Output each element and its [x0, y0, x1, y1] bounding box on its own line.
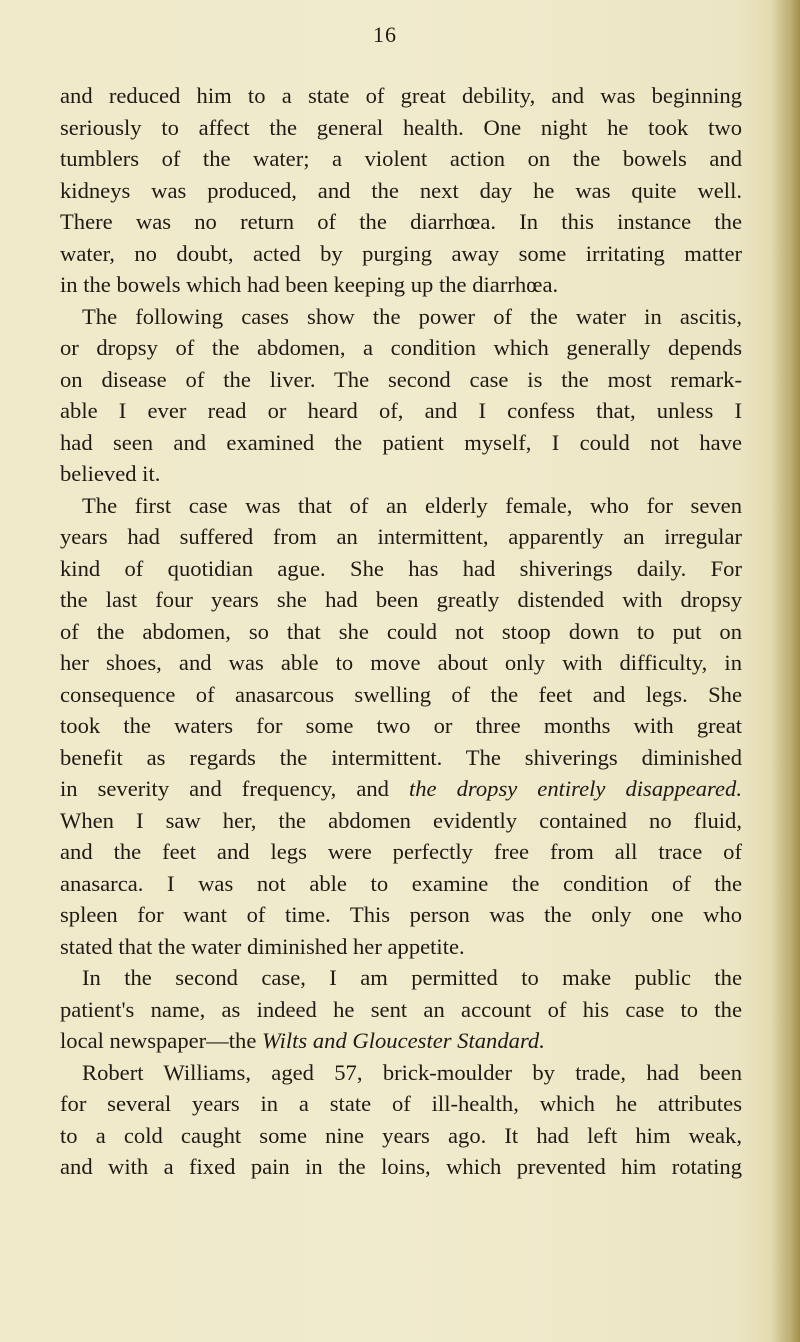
- text-run: in the bowels which had been keeping up the diarrhœa.: [60, 272, 559, 297]
- text-line: [60, 647, 742, 679]
- text-run: and the feet and legs were perfectly free from all trace of: [60, 839, 742, 864]
- text-run: When I saw her, the abdomen evidently contained no fluid,: [60, 807, 742, 833]
- text-run: or dropsy of the abdomen, a condition which generally depends: [60, 335, 742, 360]
- text-line: [60, 175, 742, 207]
- text-run: tumblers of the water; a violent action on the bowels and: [60, 146, 742, 171]
- text-line: [60, 742, 742, 774]
- text-run: The following cases show the power of the water in ascitis,: [82, 303, 742, 329]
- text-run: her shoes, and was able to move about only with difficulty, in: [60, 650, 742, 675]
- italic-text: the dropsy entirely disappeared.: [408, 776, 742, 801]
- text-run: kind of quotidian ague. She has had shiverings daily. For: [60, 555, 742, 581]
- text-line: [60, 805, 742, 837]
- text-run: In the second case, I am permitted to make public the: [82, 965, 742, 990]
- text-line: [60, 332, 742, 364]
- text-run: There was no return of the diarrhœa. In this instance the: [60, 209, 742, 234]
- text-line: [60, 206, 742, 238]
- text-line: [60, 868, 742, 900]
- text-line: [60, 1057, 742, 1089]
- text-line: [60, 490, 742, 522]
- text-run: years had suffered from an intermittent, apparently an irregular: [60, 524, 742, 549]
- body-text: [60, 80, 742, 1183]
- text-run: consequence of anasarcous swelling of the feet and legs. She: [60, 681, 742, 707]
- text-line: [60, 553, 742, 585]
- text-line: [60, 269, 742, 301]
- text-line: [60, 994, 742, 1026]
- text-line: [60, 899, 742, 931]
- text-run: stated that the water diminished her appetite.: [60, 933, 465, 959]
- text-line: [60, 1025, 742, 1057]
- text-line: [60, 112, 742, 144]
- text-line: [60, 1088, 742, 1120]
- text-line: [60, 773, 742, 805]
- text-line: [60, 962, 742, 994]
- text-run: took the waters for some two or three months with great: [60, 713, 742, 738]
- text-run: and with a fixed pain in the loins, which prevented him rotating: [60, 1154, 742, 1179]
- text-line: [60, 364, 742, 396]
- text-run: believed it.: [60, 461, 161, 486]
- text-run: on disease of the liver. The second case is the most remark-: [60, 366, 742, 392]
- text-run: of the abdomen, so that she could not stoop down to put on: [60, 618, 742, 644]
- text-line: [60, 238, 742, 270]
- italic-text: Wilts and Gloucester Standard.: [262, 1028, 545, 1053]
- text-run: kidneys was produced, and the next day he was quite well.: [60, 177, 742, 203]
- text-run: anasarca. I was not able to examine the condition of the: [60, 870, 742, 896]
- text-run: to a cold caught some nine years ago. It had left him weak,: [60, 1122, 742, 1148]
- text-line: [60, 143, 742, 175]
- text-line: [60, 584, 742, 616]
- text-run: local newspaper—the: [60, 1028, 263, 1053]
- text-run: patient's name, as indeed he sent an account of his case to the: [60, 996, 742, 1022]
- text-run: water, no doubt, acted by purging away some irritating matter: [60, 240, 742, 266]
- text-line: [60, 458, 742, 490]
- text-run: in severity and frequency, and: [60, 776, 409, 801]
- text-run: Robert Williams, aged 57, brick-moulder by trade, had been: [82, 1059, 742, 1085]
- text-run: spleen for want of time. This person was the only one who: [60, 902, 742, 927]
- text-line: [60, 679, 742, 711]
- text-line: [60, 395, 742, 427]
- text-line: [60, 80, 742, 112]
- page-edge-shadow: [770, 0, 800, 1342]
- text-run: seriously to affect the general health. One night he took two: [60, 114, 742, 140]
- text-line: [60, 521, 742, 553]
- text-run: able I ever read or heard of, and I confess that, unless I: [60, 398, 742, 423]
- text-line: [60, 427, 742, 459]
- text-line: [60, 1120, 742, 1152]
- text-line: [60, 301, 742, 333]
- text-run: and reduced him to a state of great debility, and was beginning: [60, 83, 742, 108]
- text-line: [60, 616, 742, 648]
- text-line: [60, 931, 742, 963]
- text-run: had seen and examined the patient myself, I could not have: [60, 429, 742, 455]
- text-run: for several years in a state of ill-health, which he attributes: [60, 1091, 742, 1116]
- text-line: [60, 1151, 742, 1183]
- text-run: The first case was that of an elderly female, who for seven: [82, 492, 742, 518]
- page-number: 16: [373, 22, 397, 47]
- text-line: [60, 836, 742, 868]
- text-run: benefit as regards the intermittent. The shiverings diminished: [60, 744, 742, 770]
- text-run: the last four years she had been greatly distended with dropsy: [60, 587, 742, 612]
- text-line: [60, 710, 742, 742]
